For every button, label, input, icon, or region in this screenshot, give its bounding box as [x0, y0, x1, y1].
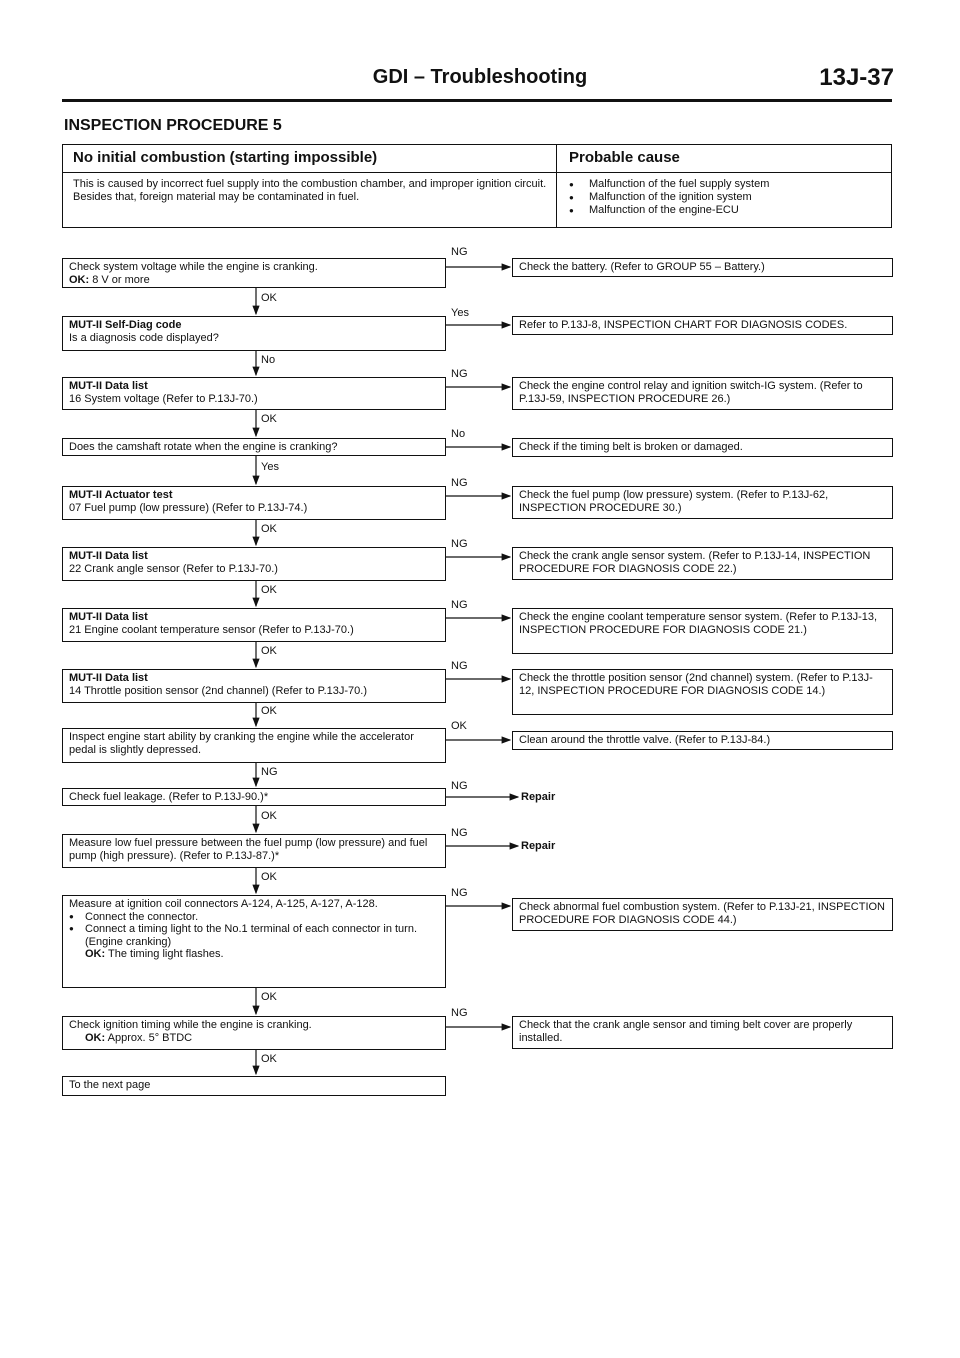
step-1-ok-label: OK: — [69, 273, 90, 286]
step-7-title: MUT-II Data list — [69, 611, 148, 623]
step-11-branch-label: NG — [451, 827, 468, 839]
step-1-box — [62, 258, 446, 288]
step-4-result-box — [512, 438, 893, 457]
final-step-box — [62, 1076, 446, 1096]
step-7-text: 21 Engine coolant temperature sensor (Refer to P.13J-70.) — [69, 623, 354, 636]
step-9-text: Inspect engine start ability by cranking the engine while the accelerator pedal is slightly depressed. — [69, 731, 414, 756]
step-8-box — [62, 669, 446, 703]
step-10-next-label: OK — [261, 810, 277, 822]
step-1-result: Check the battery. (Refer to GROUP 55 – Battery.) — [519, 261, 765, 273]
step-5-title: MUT-II Actuator test — [69, 489, 173, 501]
step-12-text: Measure at ignition coil connectors A-124, A-125, A-127, A-128. — [69, 898, 378, 910]
step-3-text: 16 System voltage (Refer to P.13J-70.) — [69, 392, 258, 405]
step-6-branch-label: NG — [451, 538, 468, 550]
step-5-text: 07 Fuel pump (low pressure) (Refer to P.13J-74.) — [69, 501, 308, 514]
step-2-result-box — [512, 316, 893, 335]
cause-item: ● Malfunction of the fuel supply system — [569, 178, 889, 191]
step-13-text: Check ignition timing while the engine is cranking. — [69, 1019, 312, 1031]
step-10-text: Check fuel leakage. (Refer to P.13J-90.)* — [69, 791, 269, 803]
step-2-next-label: No — [261, 354, 276, 366]
final-step-text: To the next page — [69, 1079, 151, 1091]
step-11-next-label: OK — [261, 871, 277, 883]
step-5-result-box — [512, 486, 893, 519]
page-number: 13J-37 — [819, 64, 894, 91]
step-4-box — [62, 438, 446, 456]
step-2-branch-label: Yes — [451, 307, 469, 319]
branch-connectors — [446, 267, 518, 1027]
step-9-result: Clean around the throttle valve. (Refer to P.13J-84.) — [519, 734, 771, 746]
step-6-box — [62, 547, 446, 581]
step-12-result-box — [512, 898, 893, 931]
step-12-result: Check abnormal fuel combustion system. (Refer to P.13J-21, INSPECTION PROCEDURE FOR DIAGNOSIS CODE 44.) — [519, 901, 885, 926]
step-2-result: Refer to P.13J-8, INSPECTION CHART FOR DIAGNOSIS CODES. — [519, 319, 848, 331]
step-13-result-box — [512, 1016, 893, 1049]
cause-item: ● Malfunction of the ignition system — [569, 191, 889, 204]
step-11-box — [62, 834, 446, 868]
step-12-condition: (Engine cranking) — [85, 935, 172, 948]
step-13-branch-label: NG — [451, 1007, 468, 1019]
step-12-branch-label: NG — [451, 887, 468, 899]
step-7-box — [62, 608, 446, 642]
step-8-text: 14 Throttle position sensor (2nd channel) (Refer to P.13J-70.) — [69, 684, 367, 697]
step-3-title: MUT-II Data list — [69, 380, 148, 392]
step-12-ok-value: The timing light flashes. — [108, 948, 224, 961]
page-header-title: GDI – Troubleshooting — [372, 66, 588, 88]
step-6-text: 22 Crank angle sensor (Refer to P.13J-70.) — [69, 562, 278, 575]
step-6-result-box — [512, 547, 893, 580]
step-2-text: Is a diagnosis code displayed? — [69, 331, 219, 344]
step-11-result: Repair — [521, 840, 556, 852]
step-12-bullet: ● Connect a timing light to the No.1 terminal of each connector in turn. — [69, 923, 439, 936]
step-7-next-label: OK — [261, 645, 277, 657]
symptom-header: No initial combustion (starting impossible) — [73, 149, 378, 166]
step-12-bullet: ● Connect the connector. — [69, 911, 439, 924]
step-12-next-label: OK — [261, 991, 277, 1003]
step-5-branch-label: NG — [451, 477, 468, 489]
step-8-branch-label: NG — [451, 660, 468, 672]
step-10-branch-label: NG — [451, 780, 468, 792]
step-9-result-box — [512, 731, 893, 750]
symptom-description: This is caused by incorrect fuel supply into the combustion chamber, and improper ignition circuit. Besides that, foreign material may be contaminated in fuel. — [73, 178, 547, 203]
step-4-text: Does the camshaft rotate when the engine is cranking? — [69, 441, 338, 453]
step-10-result: Repair — [521, 791, 556, 803]
step-8-result: Check the throttle position sensor (2nd channel) system. (Refer to P.13J-12, INSPECTION PROCEDURE FOR DIAGNOSIS CODE 14.) — [519, 672, 873, 697]
step-13-result: Check that the crank angle sensor and timing belt cover are properly installed. — [519, 1019, 853, 1044]
procedure-title: INSPECTION PROCEDURE 5 — [64, 117, 282, 134]
step-9-next-label: NG — [261, 766, 278, 778]
step-3-next-label: OK — [261, 413, 277, 425]
step-3-result: Check the engine control relay and ignition switch-IG system. (Refer to P.13J-59, INSPECTION PROCEDURE 26.) — [519, 380, 863, 405]
step-4-result: Check if the timing belt is broken or damaged. — [519, 441, 743, 453]
probable-cause-header: Probable cause — [569, 149, 680, 166]
step-12-ok-label: OK: — [85, 948, 106, 961]
step-10-box — [62, 788, 446, 806]
step-7-result-box — [512, 608, 893, 654]
step-5-next-label: OK — [261, 523, 277, 535]
step-7-result: Check the engine coolant temperature sensor system. (Refer to P.13J-13, INSPECTION PROCEDURE FOR DIAGNOSIS CODE 21.) — [519, 611, 878, 636]
step-3-result-box — [512, 377, 893, 410]
step-5-box — [62, 486, 446, 520]
step-8-next-label: OK — [261, 705, 277, 717]
step-4-branch-label: No — [451, 428, 466, 440]
step-1-branch-label: NG — [451, 246, 468, 258]
step-6-result: Check the crank angle sensor system. (Refer to P.13J-14, INSPECTION PROCEDURE FOR DIAGNOSIS CODE 22.) — [519, 550, 871, 575]
step-6-title: MUT-II Data list — [69, 550, 148, 562]
step-1-result-box — [512, 258, 893, 277]
step-7-branch-label: NG — [451, 599, 468, 611]
cause-item: ● Malfunction of the engine-ECU — [569, 204, 889, 217]
step-1-ok-value: 8 V or more — [92, 273, 150, 286]
step-13-next-label: OK — [261, 1053, 277, 1065]
step-3-branch-label: NG — [451, 368, 468, 380]
step-8-result-box — [512, 669, 893, 715]
step-1-next-label: OK — [261, 292, 277, 304]
step-9-box — [62, 728, 446, 763]
step-9-branch-label: OK — [451, 720, 467, 732]
step-13-ok-value: Approx. 5° BTDC — [107, 1031, 193, 1044]
step-13-ok-label: OK: — [85, 1031, 106, 1044]
step-6-next-label: OK — [261, 584, 277, 596]
step-11-text: Measure low fuel pressure between the fuel pump (low pressure) and fuel pump (high pressure). (Refer to P.13J-87.)* — [69, 837, 428, 862]
step-12-box — [62, 895, 446, 988]
step-1-text: Check system voltage while the engine is cranking. — [69, 261, 318, 273]
step-3-box — [62, 377, 446, 410]
step-5-result: Check the fuel pump (low pressure) system. (Refer to P.13J-62, INSPECTION PROCEDURE 30.) — [519, 489, 829, 514]
step-2-box — [62, 316, 446, 351]
step-2-title: MUT-II Self-Diag code — [69, 319, 182, 331]
step-4-next-label: Yes — [261, 461, 279, 473]
step-13-box — [62, 1016, 446, 1050]
step-8-title: MUT-II Data list — [69, 672, 148, 684]
